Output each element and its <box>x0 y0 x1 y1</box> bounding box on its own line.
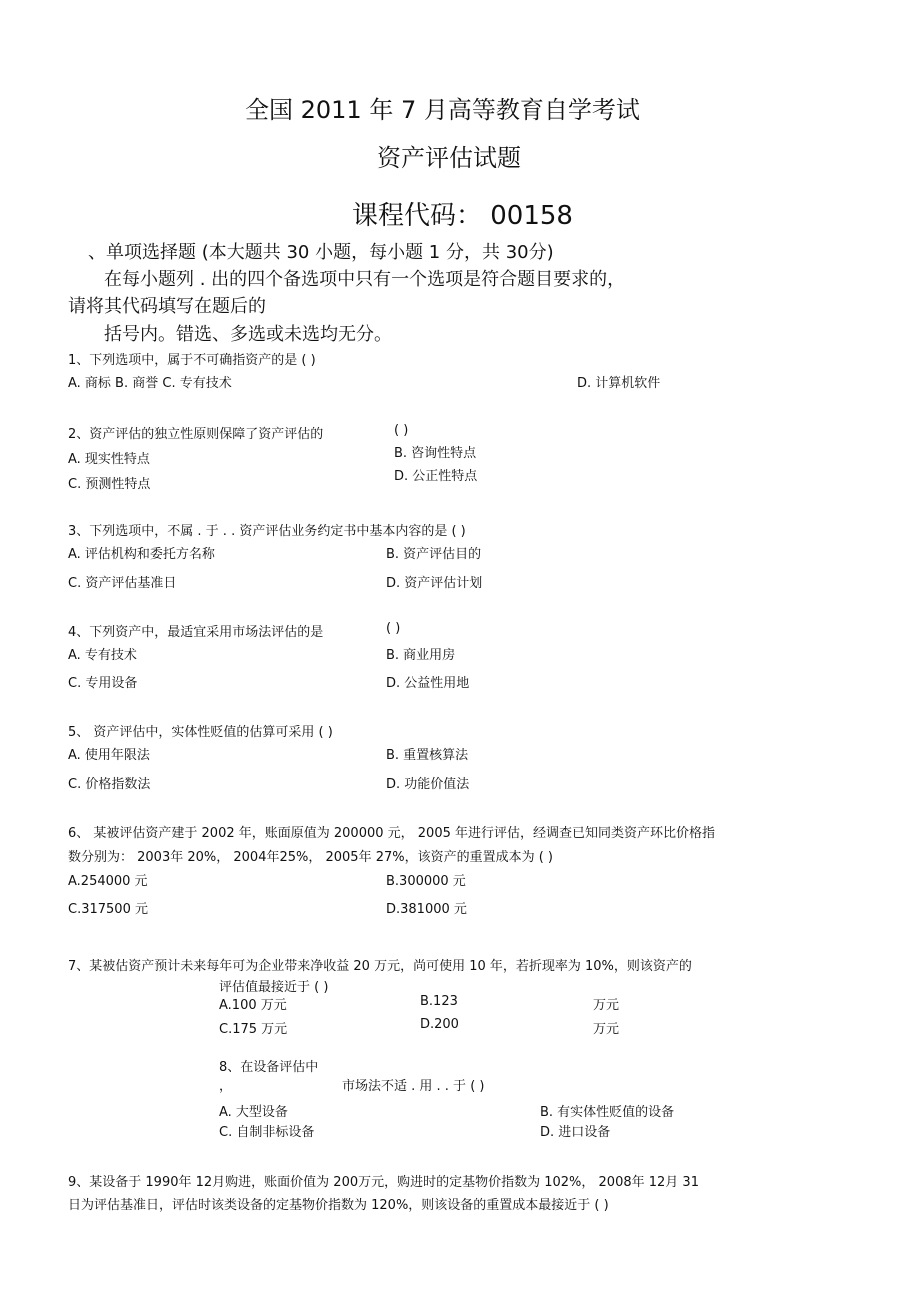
exam-subject: 资产评估试题 <box>377 144 521 172</box>
question-6-option-c: C.317500 元 <box>68 902 148 917</box>
question-8-comma: ， <box>219 1079 233 1094</box>
question-4-option-c: C. 专用设备 <box>68 676 138 691</box>
question-8-stem-line2: 市场法不适 . 用 . . 于 ( ) <box>342 1079 485 1094</box>
section-heading: 、单项选择题 (本大题共 30 小题，每小题 1 分，共 30分) <box>88 242 554 263</box>
question-7-stem-line2: 评估值最接近于 ( ) <box>219 980 329 995</box>
question-2-option-d: D. 公正性特点 <box>394 469 478 484</box>
question-2-option-b: B. 咨询性特点 <box>394 446 477 461</box>
question-3-option-c: C. 资产评估基准日 <box>68 576 177 591</box>
question-7-option-d: D.200 <box>420 1017 459 1032</box>
question-5-option-b: B. 重置核算法 <box>386 748 469 763</box>
question-3-option-b: B. 资产评估目的 <box>386 547 482 562</box>
question-8-option-b: B. 有实体性贬值的设备 <box>540 1105 675 1120</box>
question-6-option-b: B.300000 元 <box>386 874 466 889</box>
question-7-option-b: B.123 <box>420 994 458 1009</box>
section-instruction-3: 括号内。错选、多选或未选均无分。 <box>104 324 392 345</box>
question-6-option-d: D.381000 元 <box>386 902 467 917</box>
question-4-option-d: D. 公益性用地 <box>386 676 470 691</box>
question-7-option-d-unit: 万元 <box>593 1022 620 1037</box>
question-8-stem-line1: 8、在设备评估中 <box>219 1060 319 1075</box>
course-code: 课程代码： 00158 <box>352 201 573 231</box>
question-7-stem-line1: 7、某被估资产预计未来每年可为企业带来净收益 20 万元，尚可使用 10 年，若折现率为 10%，则该资产的 <box>68 959 692 974</box>
question-4-stem: 4、下列资产中，最适宜采用市场法评估的是 <box>68 625 324 640</box>
section-instruction-1: 在每小题列 . 出的四个备选项中只有一个选项是符合题目要求的， <box>104 269 626 290</box>
exam-title: 全国 2011 年 7 月高等教育自学考试 <box>245 96 640 124</box>
question-1-options-abc: A. 商标 B. 商誉 C. 专有技术 <box>68 376 232 391</box>
question-9-stem-line2: 日为评估基准日，评估时该类设备的定基物价指数为 120%，则该设备的重置成本最接近于 ( ) <box>68 1198 609 1213</box>
question-1-option-d: D. 计算机软件 <box>577 376 661 391</box>
question-5-stem: 5、 资产评估中，实体性贬值的估算可采用 ( ) <box>68 725 333 740</box>
question-2-option-a: A. 现实性特点 <box>68 452 150 467</box>
question-3-option-d: D. 资产评估计划 <box>386 576 483 591</box>
question-5-option-d: D. 功能价值法 <box>386 777 470 792</box>
question-1-stem: 1、下列选项中，属于不可确指资产的是 ( ) <box>68 353 316 368</box>
question-7-option-a: A.100 万元 <box>219 998 287 1013</box>
question-2-option-c: C. 预测性特点 <box>68 477 151 492</box>
question-7-option-b-unit: 万元 <box>593 998 620 1013</box>
section-instruction-2: 请将其代码填写在题后的 <box>68 296 266 317</box>
question-3-option-a: A. 评估机构和委托方名称 <box>68 547 215 562</box>
question-3-stem: 3、下列选项中，不属 . 于 . . 资产评估业务约定书中基本内容的是 ( ) <box>68 524 466 539</box>
question-2-stem: 2、资产评估的独立性原则保障了资产评估的 <box>68 427 324 442</box>
question-6-stem-line1: 6、 某被评估资产建于 2002 年，账面原值为 200000 元， 2005 年进行评估，经调查已知同类资产环比价格指 <box>68 826 715 841</box>
question-6-option-a: A.254000 元 <box>68 874 148 889</box>
question-5-option-a: A. 使用年限法 <box>68 748 150 763</box>
question-4-option-a: A. 专有技术 <box>68 648 137 663</box>
question-4-option-b: B. 商业用房 <box>386 648 456 663</box>
question-5-option-c: C. 价格指数法 <box>68 777 151 792</box>
question-4-paren: ( ) <box>386 621 401 636</box>
question-2-paren: ( ) <box>394 423 409 438</box>
question-6-stem-line2: 数分别为： 2003年 20%， 2004年25%， 2005年 27%，该资产的重置成本为 ( ) <box>68 850 554 865</box>
question-9-stem-line1: 9、某设备于 1990年 12月购进，账面价值为 200万元，购进时的定基物价指数为 102%， 2008年 12月 31 <box>68 1175 699 1190</box>
question-8-option-c: C. 自制非标设备 <box>219 1125 315 1140</box>
question-7-option-c: C.175 万元 <box>219 1022 288 1037</box>
question-8-option-a: A. 大型设备 <box>219 1105 288 1120</box>
question-8-option-d: D. 进口设备 <box>540 1125 611 1140</box>
